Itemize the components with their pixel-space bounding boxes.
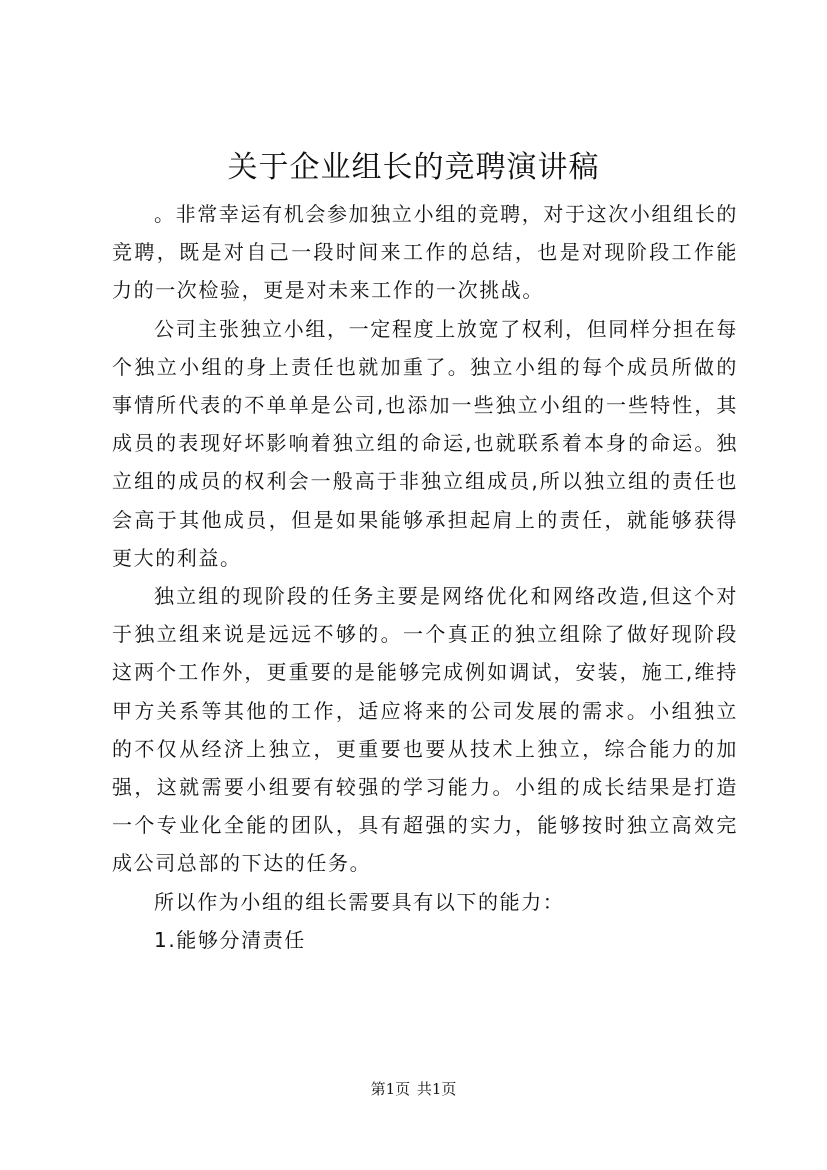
paragraph-tasks: 独立组的现阶段的任务主要是网络优化和网络改造,但这个对于独立组来说是远远不够的。一个真正的独立组除了做好现阶段这两个工作外，更重要的是能够完成例如调试，安装，施工,维持甲方关系等其他的工作，适应将来的公司发展的需求。小组独立的不仅从经济上独立，更重要也要从技术上独立，综合能力的加强，这就需要小组要有较强的学习能力。小组的成长结果是打造一个专业化全能的团队，具有超强的实力，能够按时独立高效完成公司总部的下达的任务。	[112, 584, 738, 876]
paragraph-abilities-intro: 所以作为小组的组长需要具有以下的能力：	[154, 889, 565, 914]
paragraph-intro: 。非常幸运有机会参加独立小组的竞聘，对于这次小组组长的竞聘，既是对自己一段时间来工作的总结，也是对现阶段工作能力的一次检验，更是对未来工作的一次挑战。	[112, 202, 738, 303]
document-title: 关于企业组长的竞聘演讲稿	[227, 150, 600, 185]
page-footer: 第1页 共1页	[370, 1080, 457, 1098]
paragraph-responsibility: 公司主张独立小组，一定程度上放宽了权利，但同样分担在每个独立小组的身上责任也就加重了。独立小组的每个成员所做的事情所代表的不单单是公司,也添加一些独立小组的一些特性，其成员的表现好坏影响着独立组的命运,也就联系着本身的命运。独立组的成员的权利会一般高于非独立组成员,所以独立组的责任也会高于其他成员，但是如果能够承担起肩上的责任，就能够获得更大的利益。	[112, 316, 738, 570]
document-body	[112, 195, 738, 959]
list-item-1: 1.能够分清责任	[154, 927, 306, 952]
